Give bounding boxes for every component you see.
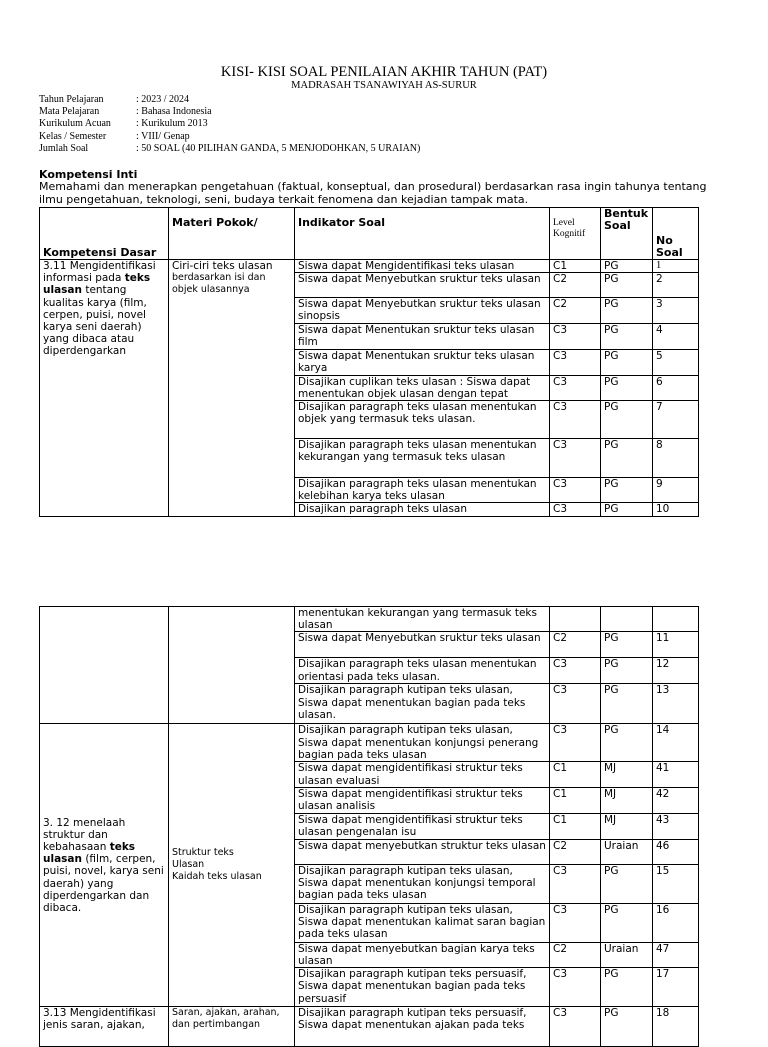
header-no-soal: No Soal [653, 208, 699, 260]
indikator-cell: Disajikan paragraph teks ulasan menentukan kelebihan karya teks ulasan [295, 478, 550, 503]
header-kompetensi-dasar: Kompetensi Dasar [40, 208, 169, 260]
level-cell: C2 [550, 839, 601, 864]
bentuk-cell: PG [601, 439, 653, 478]
no-cell: 5 [653, 349, 699, 375]
no-cell: 7 [653, 401, 699, 439]
indikator-cell: Siswa dapat mengidentifikasi struktur teks ulasan analisis [295, 787, 550, 813]
header-bentuk-soal: Bentuk Soal [601, 208, 653, 260]
kd-text: 3. 12 menelaah struktur dan kebahasaan [43, 816, 126, 853]
kompetensi-inti-text: Memahami dan menerapkan pengetahuan (faktual, konseptual, dan prosedural) berdasarkan rasa ingin tahunya tentang ilmu pengetahuan, teknologi, seni, budaya terkait fenomena dan kejadian tampak mata. [39, 180, 707, 206]
meta-value: : Kurikulum 2013 [136, 118, 208, 130]
bentuk-cell: PG [601, 864, 653, 903]
kd-3-11-cell [40, 260, 169, 517]
no-cell: 13 [653, 684, 699, 724]
level-cell: C1 [550, 787, 601, 813]
bentuk-cell: PG [601, 324, 653, 349]
bentuk-cell: PG [601, 658, 653, 684]
level-cell: C3 [550, 903, 601, 942]
level-cell: C3 [550, 349, 601, 375]
no-cell: 14 [653, 724, 699, 762]
kd-empty-cell [40, 607, 169, 724]
meta-label: Mata Pelajaran [39, 106, 100, 118]
no-cell: 3 [653, 298, 699, 324]
bentuk-cell: PG [601, 903, 653, 942]
table-row [40, 1007, 699, 1047]
level-cell: C3 [550, 864, 601, 903]
no-cell: 16 [653, 903, 699, 942]
materi-empty-cell [169, 607, 295, 724]
level-cell: C3 [550, 658, 601, 684]
materi-sub: berdasarkan isi dan objek ulasannya [172, 272, 266, 296]
kisi-table-page-1 [39, 207, 699, 517]
bentuk-cell: PG [601, 684, 653, 724]
document-subtitle: MADRASAH TSANAWIYAH AS-SURUR [291, 80, 477, 91]
bentuk-cell: MJ [601, 787, 653, 813]
indikator-cell: Disajikan paragraph teks ulasan menentukan orientasi pada teks ulasan. [295, 658, 550, 684]
indikator-cell: Siswa dapat mengidentifikasi struktur teks ulasan pengenalan isu [295, 813, 550, 839]
bentuk-cell: MJ [601, 762, 653, 787]
meta-row [39, 106, 420, 118]
level-cell: C2 [550, 298, 601, 324]
indikator-cell: Siswa dapat Mengidentifikasi teks ulasan [295, 260, 550, 273]
meta-label: Tahun Pelajaran [39, 94, 104, 105]
no-cell: 17 [653, 968, 699, 1007]
kd-text: (film, cerpen, puisi, novel, karya seni daerah) yang diperdengarkan dan dibaca. [43, 853, 164, 914]
materi-main: Ciri-ciri teks ulasan [172, 260, 273, 272]
kd-text: tentang kualitas karya (film, cerpen, puisi, novel karya seni daerah) yang dibaca atau diperdengarkan [43, 284, 147, 358]
materi-line: Ulasan [172, 859, 205, 871]
kd-text: 3.11 Mengidentifikasi informasi pada [43, 260, 156, 285]
level-cell: C3 [550, 1007, 601, 1047]
no-cell: 4 [653, 324, 699, 349]
indikator-cell: Disajikan paragraph kutipan teks ulasan, Siswa dapat menentukan konjungsi penerang bagian pada teks ulasan [295, 724, 550, 762]
level-cell: C1 [550, 260, 601, 273]
table-header-row [40, 208, 699, 260]
level-cell: C3 [550, 401, 601, 439]
no-cell: 43 [653, 813, 699, 839]
bentuk-cell: PG [601, 503, 653, 516]
no-cell [653, 607, 699, 632]
indikator-cell: Siswa dapat Menyebutkan sruktur teks ulasan [295, 273, 550, 298]
indikator-cell: menentukan kekurangan yang termasuk teks ulasan [295, 607, 550, 632]
table-row [40, 607, 699, 632]
no-cell: 46 [653, 839, 699, 864]
kompetensi-inti-heading: Kompetensi Inti [39, 168, 138, 181]
indikator-cell: Disajikan paragraph kutipan teks persuasif, Siswa dapat menentukan ajakan pada teks [295, 1007, 550, 1047]
no-cell: 8 [653, 439, 699, 478]
bentuk-cell: PG [601, 298, 653, 324]
no-cell: 9 [653, 478, 699, 503]
no-cell: 11 [653, 632, 699, 658]
indikator-cell: Siswa dapat menyebutkan struktur teks ulasan [295, 839, 550, 864]
level-cell: C1 [550, 762, 601, 787]
level-cell: C3 [550, 503, 601, 516]
bentuk-cell: PG [601, 260, 653, 273]
level-cell: C3 [550, 478, 601, 503]
bentuk-cell: PG [601, 401, 653, 439]
no-cell: 10 [653, 503, 699, 516]
indikator-cell: Disajikan paragraph kutipan teks ulasan, Siswa dapat menentukan kalimat saran bagian pada teks ulasan [295, 903, 550, 942]
document-title: KISI- KISI SOAL PENILAIAN AKHIR TAHUN (PAT) [220, 64, 548, 80]
no-cell: 18 [653, 1007, 699, 1047]
kd-3-12-cell [40, 724, 169, 1007]
table-row [40, 724, 699, 762]
meta-value: : 50 SOAL (40 PILIHAN GANDA, 5 MENJODOHKAN, 5 URAIAN) [136, 142, 421, 154]
bentuk-cell: PG [601, 478, 653, 503]
kd-text-bold: teks ulasan [43, 272, 151, 297]
bentuk-cell: PG [601, 375, 653, 400]
bentuk-cell: PG [601, 968, 653, 1007]
meta-info [39, 94, 420, 155]
indikator-cell: Siswa dapat Menentukan sruktur teks ulasan film [295, 324, 550, 349]
materi-3-12-cell [169, 724, 295, 1007]
bentuk-cell: PG [601, 1007, 653, 1047]
materi-3-13-cell: Saran, ajakan, arahan, dan pertimbangan [169, 1007, 295, 1047]
materi-line: Struktur teks [172, 847, 234, 858]
indikator-cell: Disajikan paragraph kutipan teks ulasan, Siswa dapat menentukan konjungsi temporal bagian pada teks ulasan [295, 864, 550, 903]
indikator-cell: Siswa dapat mengidentifikasi struktur teks ulasan evaluasi [295, 762, 550, 787]
no-cell: 6 [653, 375, 699, 400]
bentuk-cell: PG [601, 632, 653, 658]
no-cell: 41 [653, 762, 699, 787]
kisi-table-page-2 [39, 606, 699, 1047]
indikator-cell: Siswa dapat Menyebutkan sruktur teks ulasan [295, 632, 550, 658]
meta-row [39, 143, 420, 155]
level-cell: C2 [550, 942, 601, 967]
indikator-cell: Disajikan paragraph teks ulasan [295, 503, 550, 516]
header-materi-pokok: Materi Pokok/ [169, 208, 295, 260]
indikator-cell: Siswa dapat Menentukan sruktur teks ulasan karya [295, 349, 550, 375]
no-cell: 42 [653, 787, 699, 813]
bentuk-cell: Uraian [601, 839, 653, 864]
header-indikator-soal: Indikator Soal [295, 208, 550, 260]
materi-cell [169, 260, 295, 517]
level-cell: C1 [550, 813, 601, 839]
level-cell: C3 [550, 375, 601, 400]
kd-text-bold: teks ulasan [43, 840, 136, 866]
level-cell [550, 607, 601, 632]
level-cell: C3 [550, 439, 601, 478]
meta-value: : VIII/ Genap [136, 130, 190, 142]
no-cell: 12 [653, 658, 699, 684]
header-level-kognitif: Level Kognitif [550, 208, 601, 260]
indikator-cell: Siswa dapat menyebutkan bagian karya teks ulasan [295, 942, 550, 967]
level-cell: C3 [550, 684, 601, 724]
level-cell: C3 [550, 324, 601, 349]
level-cell: C2 [550, 632, 601, 658]
bentuk-cell: Uraian [601, 942, 653, 967]
indikator-cell: Disajikan cuplikan teks ulasan : Siswa dapat menentukan objek ulasan dengan tepat [295, 375, 550, 400]
meta-value: : 2023 / 2024 [136, 94, 190, 105]
meta-label: Kelas / Semester [39, 130, 107, 142]
indikator-cell: Disajikan paragraph teks ulasan menentukan kekurangan yang termasuk teks ulasan [295, 439, 550, 478]
level-cell: C2 [550, 273, 601, 298]
no-cell: 2 [653, 273, 699, 298]
table-row [40, 260, 699, 273]
meta-label: Jumlah Soal [39, 142, 89, 154]
bentuk-cell [601, 607, 653, 632]
meta-label: Kurikulum Acuan [39, 118, 111, 130]
bentuk-cell: PG [601, 349, 653, 375]
kd-3-13-cell: 3.13 Mengidentifikasi jenis saran, ajakan, [40, 1007, 169, 1047]
materi-line: Kaidah teks ulasan [172, 871, 262, 883]
no-cell: 15 [653, 864, 699, 903]
indikator-cell: Disajikan paragraph kutipan teks ulasan, Siswa dapat menentukan bagian pada teks ulasan. [295, 684, 550, 724]
meta-row [39, 131, 420, 143]
bentuk-cell: PG [601, 724, 653, 762]
meta-row [39, 94, 420, 106]
bentuk-cell: MJ [601, 813, 653, 839]
meta-row [39, 118, 420, 130]
meta-value: : Bahasa Indonesia [136, 106, 212, 118]
no-cell: 1 [653, 260, 699, 273]
level-cell: C3 [550, 724, 601, 762]
indikator-cell: Disajikan paragraph kutipan teks persuasif, Siswa dapat menentukan bagian pada teks persuasif [295, 968, 550, 1007]
indikator-cell: Siswa dapat Menyebutkan sruktur teks ulasan sinopsis [295, 298, 550, 324]
no-cell: 47 [653, 942, 699, 967]
bentuk-cell: PG [601, 273, 653, 298]
indikator-cell: Disajikan paragraph teks ulasan menentukan objek yang termasuk teks ulasan. [295, 401, 550, 439]
level-cell: C3 [550, 968, 601, 1007]
